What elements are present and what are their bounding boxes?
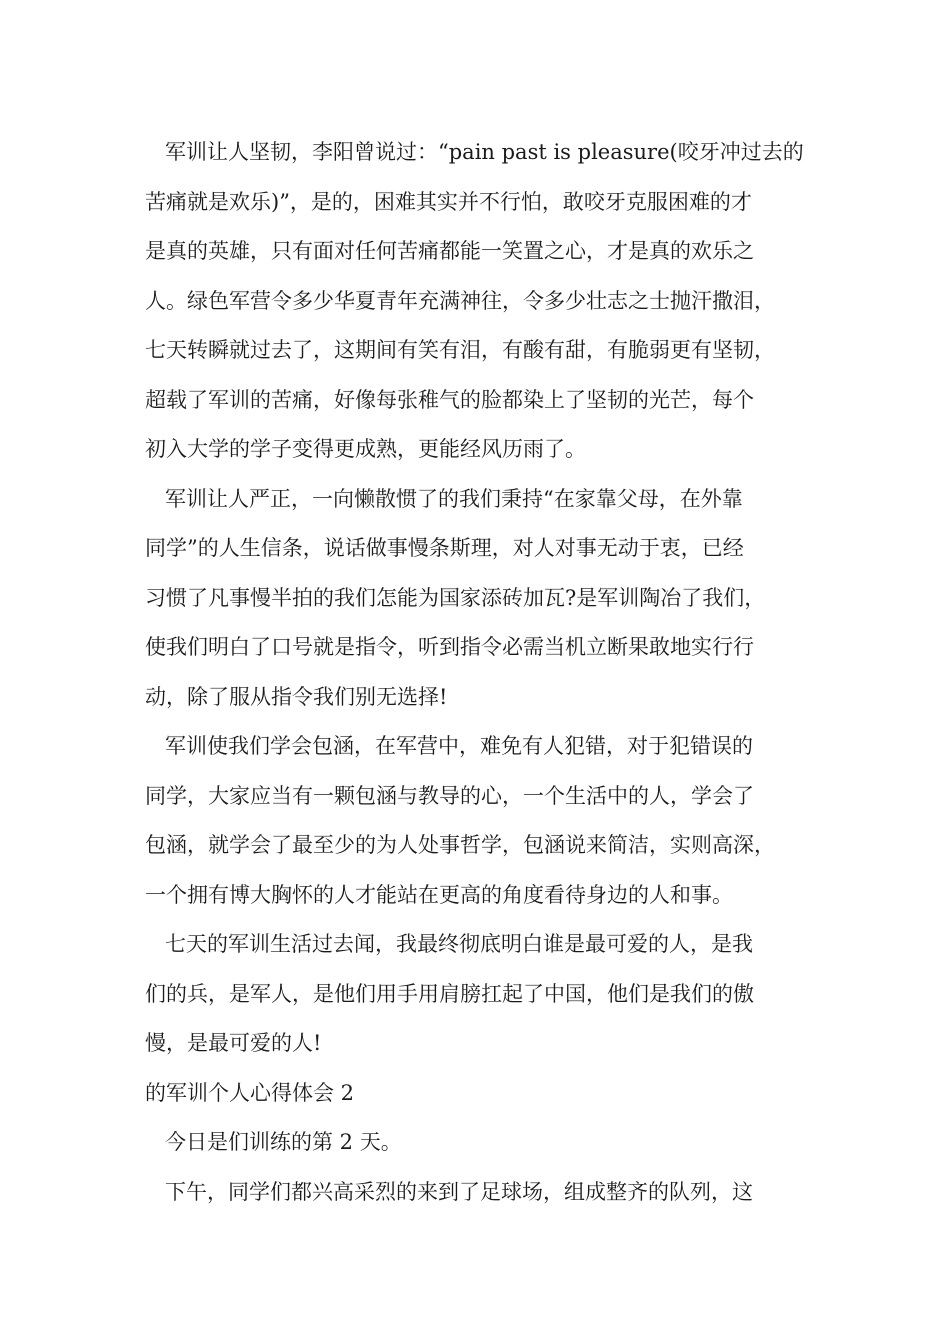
text-line: 习惯了凡事慢半拍的我们怎能为国家添砖加瓦?是军训陶冶了我们， [145,585,766,610]
text-line: 们的兵，是军人，是他们用手用肩膀扛起了中国，他们是我们的傲 [145,981,754,1006]
text-line: 七天转瞬就过去了，这期间有笑有泪，有酸有甜，有脆弱更有坚韧， [145,338,775,362]
text-line: 使我们明白了口号就是指令，听到指令必需当机立断果敢地实行行 [145,635,754,659]
text-line: 七天的军训生活过去闻，我最终彻底明白谁是最可爱的人，是我 [165,932,753,956]
text-line: 同学，大家应当有一颗包涵与教导的心，一个生活中的人，学会了 [145,783,754,808]
paragraph-4 [145,920,825,1069]
text-line: 军训使我们学会包涵，在军营中，难免有人犯错，对于犯错误的 [165,734,753,758]
text-line: 同学”的人生信条，说话做事慢条斯理，对人对事无动于衷，已经 [145,536,744,560]
paragraph-6 [145,1168,825,1218]
text-line: 军训让人严正，一向懒散惯了的我们秉持“在家靠父母，在外靠 [165,486,743,511]
paragraph-5 [145,1118,825,1168]
text-line: 下午，同学们都兴高采烈的来到了足球场，组成整齐的队列，这 [165,1179,753,1204]
paragraph-2 [145,475,825,723]
text-line: 苦痛就是欢乐)”，是的，困难其实并不行怕，敢咬牙克服困难的才 [145,189,752,214]
text-line: 军训让人坚韧，李阳曾说过：“pain past is pleasure(咬牙冲过去的 [165,140,804,164]
text-line: 慢，是最可爱的人! [145,1031,322,1055]
text-line: 是真的英雄，只有面对任何苦痛都能一笑置之心，才是真的欢乐之 [145,239,754,263]
text-line: 今日是们训练的第 2 天。 [165,1130,402,1154]
section-heading: 的军训个人心得体会 2 [145,1080,355,1105]
text-line: 人。绿色军营令多少华夏青年充满神往，令多少壮志之士抛汗撒泪， [145,288,775,313]
text-line: 初入大学的学子变得更成熟，更能经风历雨了。 [145,437,586,461]
text-line: 一个拥有博大胸怀的人才能站在更高的角度看待身边的人和事。 [145,882,733,907]
text-line: 超载了军训的苦痛，好像每张稚气的脸都染上了坚韧的光芒，每个 [145,387,754,412]
text-line: 动，除了服从指令我们别无选择! [145,684,448,709]
document-body [145,128,825,1217]
paragraph-1 [145,128,825,475]
text-line: 包涵，就学会了最至少的为人处事哲学，包涵说来简洁，实则高深， [145,833,775,857]
paragraph-3 [145,722,825,920]
